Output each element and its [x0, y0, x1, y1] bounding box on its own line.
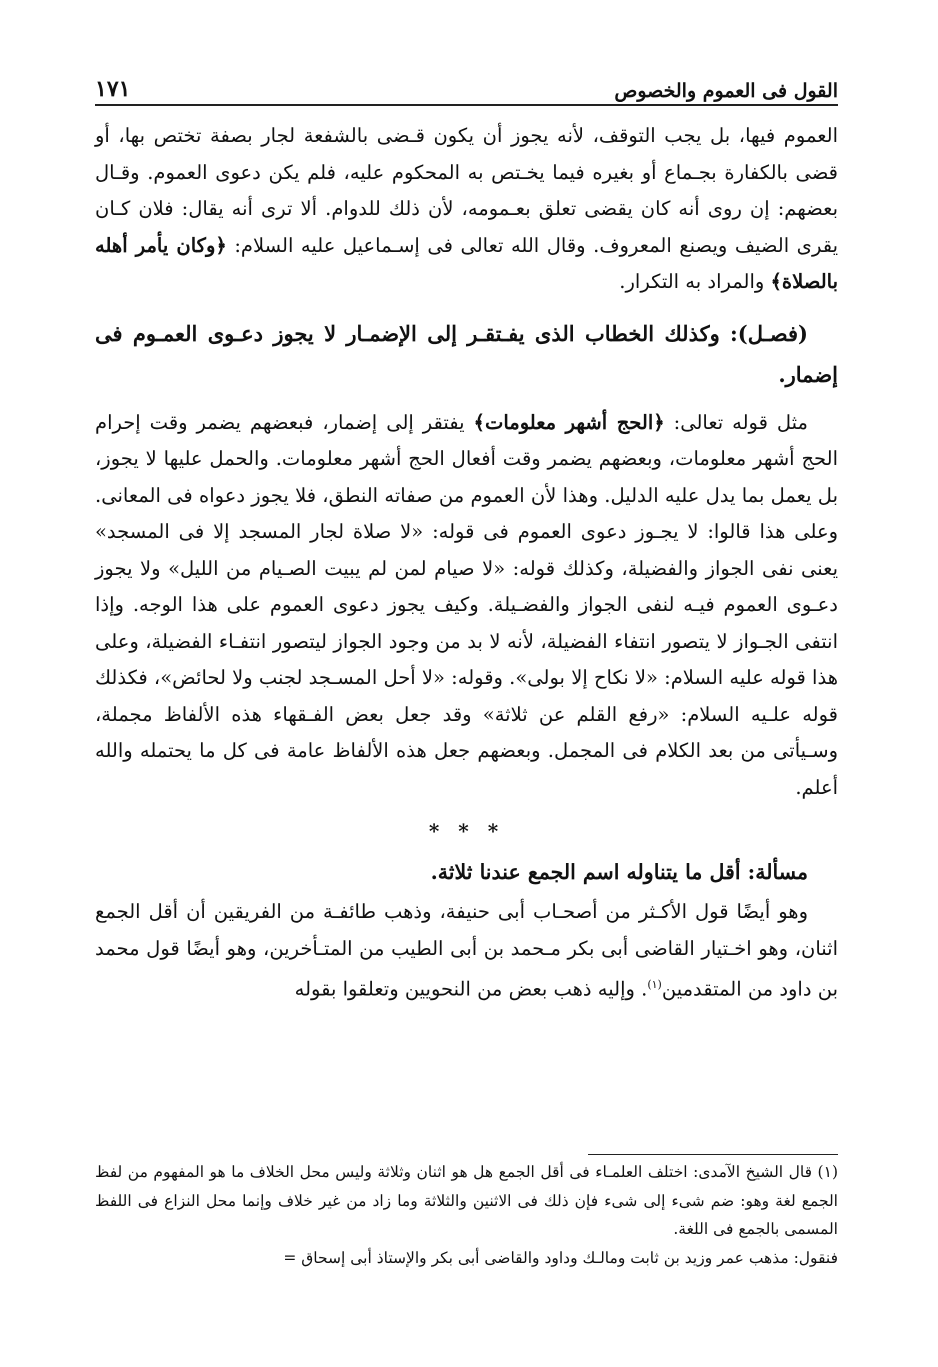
- paragraph-2-text: يفتقر إلى إضمار، فبعضهم يضمر وقت إحرام الحج أشهر معلومات، وبعضهم يضمر وقت أفعال الحج أشهر معلومات. والحمل عليها لا يجوز، بل يعمل بما يدل عليه الدليل. وهذا لأن العموم من صفاته النطق، فلا يجوز دعواه فى المعانى. وعلى هذا قالوا: لا يجـوز دعوى العموم فى قوله: «لا صلاة لجار المسجد إلا فى المسجد» يعنى نفى الجواز والفضيلة، وكذلك قوله: «لا صيام لمن لم يبيت الصـيام من الليل» ولا يجوز دعـوى العموم فيـه لنفى الجواز والفضـيلة. وكيف يجوز دعوى العموم على هذا الوجه. وإذا انتفى الجـواز لا يتصور انتفاء الفضيلة، لأنه لا بد من وجود الجواز ليتصور انتفـاء الفضيلة، وعلى هذا قوله عليه السلام: «لا نكاح إلا بولى». وقوله: «لا أحل المسـجد لجنب ولا لحائض»، فكذلك قوله علـيه السلام: «رفع القلم عن ثلاثة» وقد جعل بعض الفـقهاء هذه الألفاظ مجملة، وسـيأتى من بعد الكلام فى المجمل. وبعضهم جعل هذه الألفاظ عامة فى كل ما يحتمله والله أعلم.: [95, 410, 838, 799]
- footnote-1: (١) قال الشيخ الآمدى: اختلف العلمـاء فى أقل الجمع هل هو اثنان وثلاثة وليس محل الخلاف ما هو المفهوم من لفظ الجمع لغة وهو: ضم شىء إلى شىء فإن ذلك فى الاثنين والثلاثة وما زاد من غير خلاف وإنما محل النزاع فى اللفظ المسمى بالجمع فى اللغة.: [95, 1163, 838, 1238]
- header-rule: [95, 104, 838, 106]
- running-title: القول فى العموم والخصوص: [614, 80, 838, 102]
- footnote-rule: [588, 1154, 838, 1155]
- paragraph-3: [95, 894, 838, 1008]
- paragraph-1-text: العموم فيها، بل يجب التوقف، لأنه يجوز أن يكون قـضى بالشفعة لجار بصفة تختص بها، أو قضى بالكفارة بجـماع أو بغيره فيما يخـتص به المحكوم عليه، فلم يكن دعوى العموم. وقـال بعضهم: إن روى أنه كان يقضى تعلق بعـمومه، لأن ذلك للدوام. ألا ترى أنه يقال: فلان كـان يقرى الضيف ويصنع المعروف. وقال الله تعالى فى إسـماعيل عليه السلام:: [95, 124, 838, 257]
- section-separator-stars: * * *: [428, 819, 505, 843]
- quran-quote-2: ﴿الحج أشهر معلومات﴾: [473, 410, 665, 434]
- footnote-1-continued: فنقول: مذهب عمر وزيد بن ثابت ومالـك وداود والقاضى أبى بكر والإستاذ أبى إسحاق =: [283, 1248, 838, 1267]
- paragraph-2: [95, 405, 838, 807]
- quran-quote-1: ﴿وكان يأمر أهله بالصلاة﴾: [95, 233, 838, 293]
- footnote-ref-1: (١): [647, 978, 662, 991]
- paragraph-1: [95, 118, 838, 301]
- paragraph-3-end: . وإليه ذهب بعض من النحويين وتعلقوا بقوله: [294, 977, 648, 1001]
- footnotes: [95, 1158, 838, 1272]
- paragraph-2-start: مثل قوله تعالى:: [673, 410, 808, 434]
- masala-heading: مسألة: أقل ما يتناوله اسم الجمع عندنا ثلاثة.: [430, 860, 808, 884]
- page-number: ١٧١: [95, 76, 131, 102]
- paragraph-1-end: والمراد به التكرار.: [619, 270, 765, 293]
- main-text: [95, 118, 838, 1008]
- paragraph-3-text: وهو أيضًا قول الأكـثر من أصحـاب أبى حنيفة، وذهب طائفـة من الفريقين أن أقل الجمع اثنان، وهو اخـتيار القاضى أبى بكر مـحمد بن أبى الطيب من المتـأخرين، وهو أيضًا قول محمد بن داود من المتقدمين: [95, 900, 838, 1001]
- section-heading-fasl: (فصـل): وكذلك الخطاب الذى يفـتقـر إلى الإضمـار لا يجوز دعـوى العمـوم فى إضمار.: [95, 320, 838, 387]
- page-header: [95, 62, 838, 102]
